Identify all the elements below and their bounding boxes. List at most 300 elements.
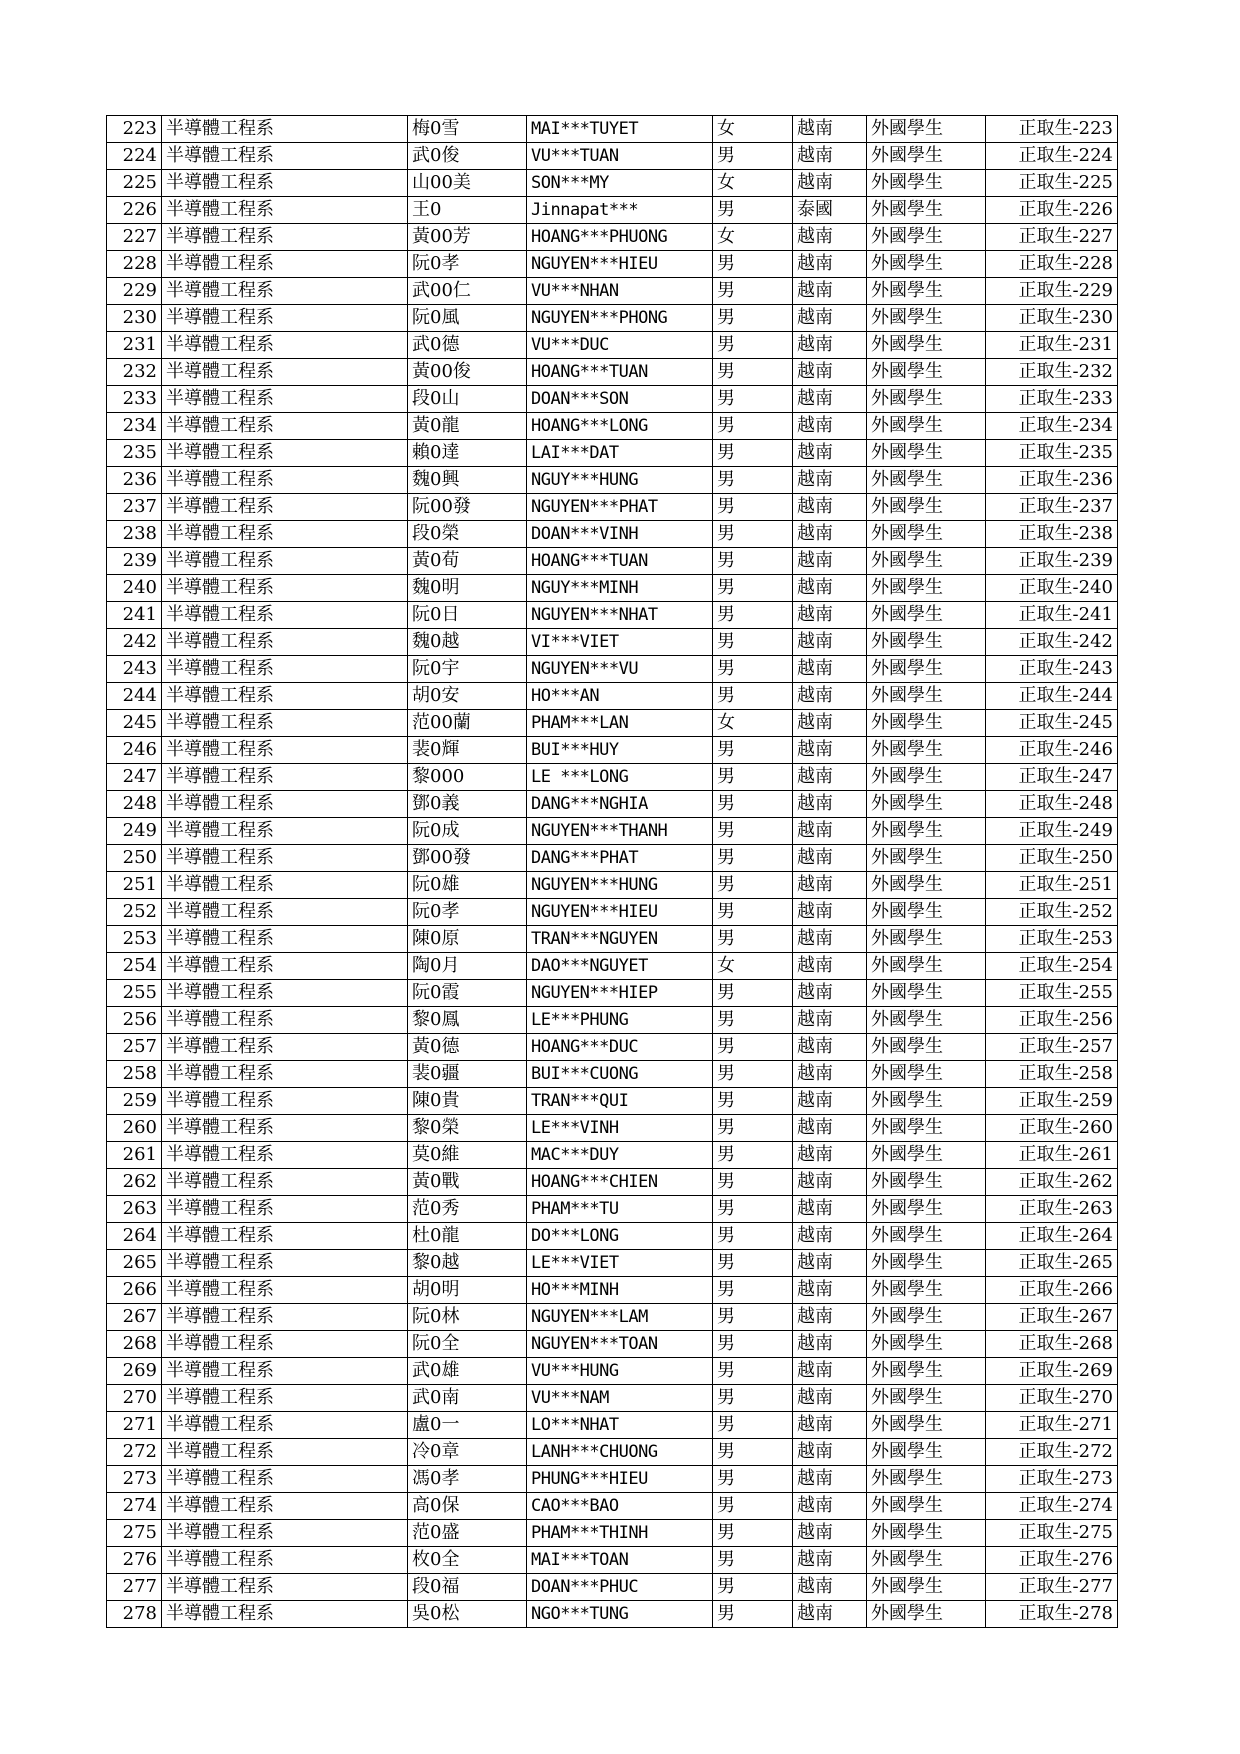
department-cell: 半導體工程系 — [162, 1088, 408, 1115]
gender-cell: 男 — [713, 1034, 793, 1061]
nationality-cell: 越南 — [793, 467, 867, 494]
chinese-name-cell: 陳0原 — [408, 926, 527, 953]
department-cell: 半導體工程系 — [162, 1304, 408, 1331]
table-row — [107, 1574, 1118, 1601]
identity-cell: 外國學生 — [867, 1574, 986, 1601]
chinese-name-cell: 阮0林 — [408, 1304, 527, 1331]
romanized-name-cell: HOANG***TUAN — [527, 548, 713, 575]
department-cell: 半導體工程系 — [162, 1520, 408, 1547]
nationality-cell: 越南 — [793, 1277, 867, 1304]
identity-cell: 外國學生 — [867, 170, 986, 197]
chinese-name-cell: 枚0全 — [408, 1547, 527, 1574]
department-cell: 半導體工程系 — [162, 629, 408, 656]
row-number: 248 — [107, 791, 162, 818]
romanized-name-cell: DANG***NGHIA — [527, 791, 713, 818]
admission-result-cell: 正取生-268 — [986, 1331, 1118, 1358]
gender-cell: 男 — [713, 143, 793, 170]
gender-cell: 男 — [713, 764, 793, 791]
department-cell: 半導體工程系 — [162, 710, 408, 737]
nationality-cell: 越南 — [793, 1385, 867, 1412]
identity-cell: 外國學生 — [867, 1088, 986, 1115]
nationality-cell: 越南 — [793, 926, 867, 953]
identity-cell: 外國學生 — [867, 332, 986, 359]
chinese-name-cell: 段0福 — [408, 1574, 527, 1601]
table-row — [107, 602, 1118, 629]
identity-cell: 外國學生 — [867, 1520, 986, 1547]
row-number: 232 — [107, 359, 162, 386]
chinese-name-cell: 武0南 — [408, 1385, 527, 1412]
admission-result-cell: 正取生-244 — [986, 683, 1118, 710]
department-cell: 半導體工程系 — [162, 899, 408, 926]
row-number: 227 — [107, 224, 162, 251]
nationality-cell: 越南 — [793, 1358, 867, 1385]
romanized-name-cell: DOAN***SON — [527, 386, 713, 413]
admission-result-cell: 正取生-245 — [986, 710, 1118, 737]
admission-result-cell: 正取生-264 — [986, 1223, 1118, 1250]
nationality-cell: 越南 — [793, 359, 867, 386]
gender-cell: 男 — [713, 494, 793, 521]
department-cell: 半導體工程系 — [162, 656, 408, 683]
department-cell: 半導體工程系 — [162, 737, 408, 764]
chinese-name-cell: 裴0疆 — [408, 1061, 527, 1088]
admission-result-cell: 正取生-227 — [986, 224, 1118, 251]
gender-cell: 男 — [713, 305, 793, 332]
nationality-cell: 越南 — [793, 845, 867, 872]
admission-result-cell: 正取生-228 — [986, 251, 1118, 278]
department-cell: 半導體工程系 — [162, 170, 408, 197]
admission-result-cell: 正取生-260 — [986, 1115, 1118, 1142]
department-cell: 半導體工程系 — [162, 980, 408, 1007]
chinese-name-cell: 阮0全 — [408, 1331, 527, 1358]
gender-cell: 男 — [713, 197, 793, 224]
table-row — [107, 1061, 1118, 1088]
romanized-name-cell: LANH***CHUONG — [527, 1439, 713, 1466]
nationality-cell: 越南 — [793, 278, 867, 305]
admission-result-cell: 正取生-270 — [986, 1385, 1118, 1412]
department-cell: 半導體工程系 — [162, 1115, 408, 1142]
gender-cell: 男 — [713, 467, 793, 494]
romanized-name-cell: NGUY***HUNG — [527, 467, 713, 494]
chinese-name-cell: 黃00俊 — [408, 359, 527, 386]
row-number: 250 — [107, 845, 162, 872]
gender-cell: 男 — [713, 1412, 793, 1439]
chinese-name-cell: 黎000 — [408, 764, 527, 791]
table-row — [107, 1547, 1118, 1574]
gender-cell: 男 — [713, 575, 793, 602]
table-row — [107, 413, 1118, 440]
admission-result-cell: 正取生-225 — [986, 170, 1118, 197]
gender-cell: 女 — [713, 170, 793, 197]
department-cell: 半導體工程系 — [162, 602, 408, 629]
row-number: 239 — [107, 548, 162, 575]
department-cell: 半導體工程系 — [162, 683, 408, 710]
table-row — [107, 143, 1118, 170]
gender-cell: 男 — [713, 1574, 793, 1601]
nationality-cell: 越南 — [793, 548, 867, 575]
row-number: 238 — [107, 521, 162, 548]
admission-result-cell: 正取生-243 — [986, 656, 1118, 683]
nationality-cell: 越南 — [793, 1061, 867, 1088]
chinese-name-cell: 吳0松 — [408, 1601, 527, 1628]
gender-cell: 男 — [713, 926, 793, 953]
gender-cell: 男 — [713, 1358, 793, 1385]
table-row — [107, 1385, 1118, 1412]
table-row — [107, 1088, 1118, 1115]
identity-cell: 外國學生 — [867, 1385, 986, 1412]
admission-result-cell: 正取生-226 — [986, 197, 1118, 224]
nationality-cell: 越南 — [793, 1007, 867, 1034]
identity-cell: 外國學生 — [867, 710, 986, 737]
admission-result-cell: 正取生-239 — [986, 548, 1118, 575]
identity-cell: 外國學生 — [867, 224, 986, 251]
admission-result-cell: 正取生-273 — [986, 1466, 1118, 1493]
identity-cell: 外國學生 — [867, 899, 986, 926]
row-number: 242 — [107, 629, 162, 656]
romanized-name-cell: NGUYEN***HIEU — [527, 251, 713, 278]
row-number: 272 — [107, 1439, 162, 1466]
chinese-name-cell: 黃0荀 — [408, 548, 527, 575]
romanized-name-cell: TRAN***NGUYEN — [527, 926, 713, 953]
row-number: 243 — [107, 656, 162, 683]
chinese-name-cell: 武0俊 — [408, 143, 527, 170]
department-cell: 半導體工程系 — [162, 764, 408, 791]
table-row — [107, 332, 1118, 359]
identity-cell: 外國學生 — [867, 1034, 986, 1061]
row-number: 258 — [107, 1061, 162, 1088]
identity-cell: 外國學生 — [867, 1007, 986, 1034]
table-row — [107, 1250, 1118, 1277]
nationality-cell: 越南 — [793, 575, 867, 602]
nationality-cell: 越南 — [793, 872, 867, 899]
nationality-cell: 越南 — [793, 521, 867, 548]
romanized-name-cell: TRAN***QUI — [527, 1088, 713, 1115]
romanized-name-cell: VU***DUC — [527, 332, 713, 359]
department-cell: 半導體工程系 — [162, 1169, 408, 1196]
chinese-name-cell: 阮0成 — [408, 818, 527, 845]
chinese-name-cell: 阮0日 — [408, 602, 527, 629]
chinese-name-cell: 馮0孝 — [408, 1466, 527, 1493]
chinese-name-cell: 武00仁 — [408, 278, 527, 305]
romanized-name-cell: BUI***CUONG — [527, 1061, 713, 1088]
department-cell: 半導體工程系 — [162, 197, 408, 224]
row-number: 228 — [107, 251, 162, 278]
row-number: 253 — [107, 926, 162, 953]
identity-cell: 外國學生 — [867, 1466, 986, 1493]
admission-result-cell: 正取生-237 — [986, 494, 1118, 521]
department-cell: 半導體工程系 — [162, 440, 408, 467]
department-cell: 半導體工程系 — [162, 521, 408, 548]
table-row — [107, 467, 1118, 494]
chinese-name-cell: 阮0雄 — [408, 872, 527, 899]
gender-cell: 男 — [713, 1088, 793, 1115]
romanized-name-cell: NGUYEN***THANH — [527, 818, 713, 845]
romanized-name-cell: NGUYEN***VU — [527, 656, 713, 683]
row-number: 237 — [107, 494, 162, 521]
row-number: 273 — [107, 1466, 162, 1493]
identity-cell: 外國學生 — [867, 197, 986, 224]
romanized-name-cell: NGUY***MINH — [527, 575, 713, 602]
table-row — [107, 629, 1118, 656]
admission-result-cell: 正取生-249 — [986, 818, 1118, 845]
chinese-name-cell: 杜0龍 — [408, 1223, 527, 1250]
gender-cell: 男 — [713, 1007, 793, 1034]
romanized-name-cell: DOAN***PHUC — [527, 1574, 713, 1601]
identity-cell: 外國學生 — [867, 521, 986, 548]
identity-cell: 外國學生 — [867, 1547, 986, 1574]
romanized-name-cell: HOANG***TUAN — [527, 359, 713, 386]
admission-result-cell: 正取生-253 — [986, 926, 1118, 953]
department-cell: 半導體工程系 — [162, 1223, 408, 1250]
chinese-name-cell: 賴0達 — [408, 440, 527, 467]
admission-result-cell: 正取生-238 — [986, 521, 1118, 548]
row-number: 249 — [107, 818, 162, 845]
nationality-cell: 越南 — [793, 143, 867, 170]
romanized-name-cell: MAI***TUYET — [527, 116, 713, 143]
chinese-name-cell: 魏0越 — [408, 629, 527, 656]
chinese-name-cell: 阮0霞 — [408, 980, 527, 1007]
gender-cell: 男 — [713, 332, 793, 359]
department-cell: 半導體工程系 — [162, 1250, 408, 1277]
row-number: 259 — [107, 1088, 162, 1115]
department-cell: 半導體工程系 — [162, 251, 408, 278]
identity-cell: 外國學生 — [867, 656, 986, 683]
gender-cell: 男 — [713, 1223, 793, 1250]
identity-cell: 外國學生 — [867, 926, 986, 953]
row-number: 230 — [107, 305, 162, 332]
romanized-name-cell: LO***NHAT — [527, 1412, 713, 1439]
identity-cell: 外國學生 — [867, 116, 986, 143]
romanized-name-cell: VU***NAM — [527, 1385, 713, 1412]
department-cell: 半導體工程系 — [162, 1601, 408, 1628]
admission-result-cell: 正取生-265 — [986, 1250, 1118, 1277]
chinese-name-cell: 范0秀 — [408, 1196, 527, 1223]
romanized-name-cell: NGUYEN***PHONG — [527, 305, 713, 332]
chinese-name-cell: 黃0德 — [408, 1034, 527, 1061]
admission-result-cell: 正取生-254 — [986, 953, 1118, 980]
romanized-name-cell: NGUYEN***TOAN — [527, 1331, 713, 1358]
gender-cell: 男 — [713, 656, 793, 683]
admission-result-cell: 正取生-255 — [986, 980, 1118, 1007]
department-cell: 半導體工程系 — [162, 143, 408, 170]
row-number: 246 — [107, 737, 162, 764]
nationality-cell: 越南 — [793, 1547, 867, 1574]
table-row — [107, 710, 1118, 737]
chinese-name-cell: 魏0興 — [408, 467, 527, 494]
table-row — [107, 1196, 1118, 1223]
nationality-cell: 越南 — [793, 791, 867, 818]
chinese-name-cell: 山00美 — [408, 170, 527, 197]
romanized-name-cell: HOANG***LONG — [527, 413, 713, 440]
romanized-name-cell: LAI***DAT — [527, 440, 713, 467]
gender-cell: 男 — [713, 791, 793, 818]
department-cell: 半導體工程系 — [162, 953, 408, 980]
nationality-cell: 越南 — [793, 332, 867, 359]
nationality-cell: 越南 — [793, 818, 867, 845]
chinese-name-cell: 段0山 — [408, 386, 527, 413]
admission-result-cell: 正取生-266 — [986, 1277, 1118, 1304]
romanized-name-cell: VI***VIET — [527, 629, 713, 656]
admission-result-cell: 正取生-277 — [986, 1574, 1118, 1601]
admission-result-cell: 正取生-223 — [986, 116, 1118, 143]
gender-cell: 女 — [713, 224, 793, 251]
identity-cell: 外國學生 — [867, 467, 986, 494]
gender-cell: 男 — [713, 683, 793, 710]
department-cell: 半導體工程系 — [162, 278, 408, 305]
identity-cell: 外國學生 — [867, 872, 986, 899]
table-row — [107, 386, 1118, 413]
identity-cell: 外國學生 — [867, 143, 986, 170]
nationality-cell: 越南 — [793, 413, 867, 440]
row-number: 254 — [107, 953, 162, 980]
department-cell: 半導體工程系 — [162, 1196, 408, 1223]
row-number: 224 — [107, 143, 162, 170]
table-row — [107, 872, 1118, 899]
row-number: 274 — [107, 1493, 162, 1520]
row-number: 260 — [107, 1115, 162, 1142]
nationality-cell: 越南 — [793, 1520, 867, 1547]
table-row — [107, 899, 1118, 926]
admission-result-cell: 正取生-274 — [986, 1493, 1118, 1520]
identity-cell: 外國學生 — [867, 440, 986, 467]
romanized-name-cell: NGUYEN***PHAT — [527, 494, 713, 521]
gender-cell: 男 — [713, 737, 793, 764]
admission-result-cell: 正取生-241 — [986, 602, 1118, 629]
identity-cell: 外國學生 — [867, 602, 986, 629]
row-number: 266 — [107, 1277, 162, 1304]
identity-cell: 外國學生 — [867, 845, 986, 872]
identity-cell: 外國學生 — [867, 1331, 986, 1358]
romanized-name-cell: HO***AN — [527, 683, 713, 710]
department-cell: 半導體工程系 — [162, 1007, 408, 1034]
table-row — [107, 791, 1118, 818]
nationality-cell: 越南 — [793, 1250, 867, 1277]
gender-cell: 女 — [713, 710, 793, 737]
identity-cell: 外國學生 — [867, 818, 986, 845]
identity-cell: 外國學生 — [867, 1304, 986, 1331]
identity-cell: 外國學生 — [867, 1493, 986, 1520]
table-row — [107, 197, 1118, 224]
nationality-cell: 越南 — [793, 494, 867, 521]
nationality-cell: 越南 — [793, 1304, 867, 1331]
row-number: 245 — [107, 710, 162, 737]
admission-result-cell: 正取生-263 — [986, 1196, 1118, 1223]
gender-cell: 男 — [713, 602, 793, 629]
nationality-cell: 越南 — [793, 1601, 867, 1628]
identity-cell: 外國學生 — [867, 737, 986, 764]
identity-cell: 外國學生 — [867, 1277, 986, 1304]
gender-cell: 男 — [713, 1385, 793, 1412]
row-number: 251 — [107, 872, 162, 899]
gender-cell: 男 — [713, 1331, 793, 1358]
department-cell: 半導體工程系 — [162, 575, 408, 602]
gender-cell: 男 — [713, 1169, 793, 1196]
row-number: 225 — [107, 170, 162, 197]
table-row — [107, 1169, 1118, 1196]
admission-result-cell: 正取生-251 — [986, 872, 1118, 899]
row-number: 271 — [107, 1412, 162, 1439]
row-number: 256 — [107, 1007, 162, 1034]
gender-cell: 男 — [713, 818, 793, 845]
nationality-cell: 越南 — [793, 1412, 867, 1439]
romanized-name-cell: NGUYEN***NHAT — [527, 602, 713, 629]
table-row — [107, 494, 1118, 521]
romanized-name-cell: PHAM***THINH — [527, 1520, 713, 1547]
identity-cell: 外國學生 — [867, 683, 986, 710]
romanized-name-cell: LE***VINH — [527, 1115, 713, 1142]
department-cell: 半導體工程系 — [162, 1061, 408, 1088]
row-number: 277 — [107, 1574, 162, 1601]
row-number: 264 — [107, 1223, 162, 1250]
gender-cell: 男 — [713, 1250, 793, 1277]
admission-result-cell: 正取生-272 — [986, 1439, 1118, 1466]
department-cell: 半導體工程系 — [162, 386, 408, 413]
admission-result-cell: 正取生-250 — [986, 845, 1118, 872]
gender-cell: 男 — [713, 899, 793, 926]
nationality-cell: 越南 — [793, 1034, 867, 1061]
department-cell: 半導體工程系 — [162, 1493, 408, 1520]
admission-result-cell: 正取生-247 — [986, 764, 1118, 791]
identity-cell: 外國學生 — [867, 1412, 986, 1439]
romanized-name-cell: VU***HUNG — [527, 1358, 713, 1385]
romanized-name-cell: MAC***DUY — [527, 1142, 713, 1169]
romanized-name-cell: HOANG***DUC — [527, 1034, 713, 1061]
department-cell: 半導體工程系 — [162, 1412, 408, 1439]
department-cell: 半導體工程系 — [162, 116, 408, 143]
admission-result-cell: 正取生-262 — [986, 1169, 1118, 1196]
gender-cell: 男 — [713, 1547, 793, 1574]
gender-cell: 男 — [713, 440, 793, 467]
chinese-name-cell: 黎0榮 — [408, 1115, 527, 1142]
chinese-name-cell: 阮0孝 — [408, 251, 527, 278]
nationality-cell: 越南 — [793, 1196, 867, 1223]
table-row — [107, 1412, 1118, 1439]
row-number: 235 — [107, 440, 162, 467]
table-row — [107, 1520, 1118, 1547]
roster-body — [107, 116, 1118, 1628]
nationality-cell: 越南 — [793, 602, 867, 629]
table-row — [107, 926, 1118, 953]
chinese-name-cell: 阮0宇 — [408, 656, 527, 683]
admission-result-cell: 正取生-252 — [986, 899, 1118, 926]
department-cell: 半導體工程系 — [162, 1331, 408, 1358]
romanized-name-cell: VU***TUAN — [527, 143, 713, 170]
gender-cell: 男 — [713, 1304, 793, 1331]
table-row — [107, 1358, 1118, 1385]
chinese-name-cell: 莫0維 — [408, 1142, 527, 1169]
nationality-cell: 越南 — [793, 1223, 867, 1250]
identity-cell: 外國學生 — [867, 629, 986, 656]
admission-result-cell: 正取生-236 — [986, 467, 1118, 494]
chinese-name-cell: 武0德 — [408, 332, 527, 359]
row-number: 247 — [107, 764, 162, 791]
row-number: 231 — [107, 332, 162, 359]
department-cell: 半導體工程系 — [162, 1574, 408, 1601]
table-row — [107, 683, 1118, 710]
gender-cell: 男 — [713, 251, 793, 278]
row-number: 233 — [107, 386, 162, 413]
table-row — [107, 116, 1118, 143]
nationality-cell: 越南 — [793, 1169, 867, 1196]
row-number: 276 — [107, 1547, 162, 1574]
nationality-cell: 泰國 — [793, 197, 867, 224]
row-number: 255 — [107, 980, 162, 1007]
nationality-cell: 越南 — [793, 1574, 867, 1601]
admission-result-cell: 正取生-240 — [986, 575, 1118, 602]
department-cell: 半導體工程系 — [162, 1547, 408, 1574]
romanized-name-cell: PHAM***LAN — [527, 710, 713, 737]
chinese-name-cell: 鄧0義 — [408, 791, 527, 818]
romanized-name-cell: LE***VIET — [527, 1250, 713, 1277]
